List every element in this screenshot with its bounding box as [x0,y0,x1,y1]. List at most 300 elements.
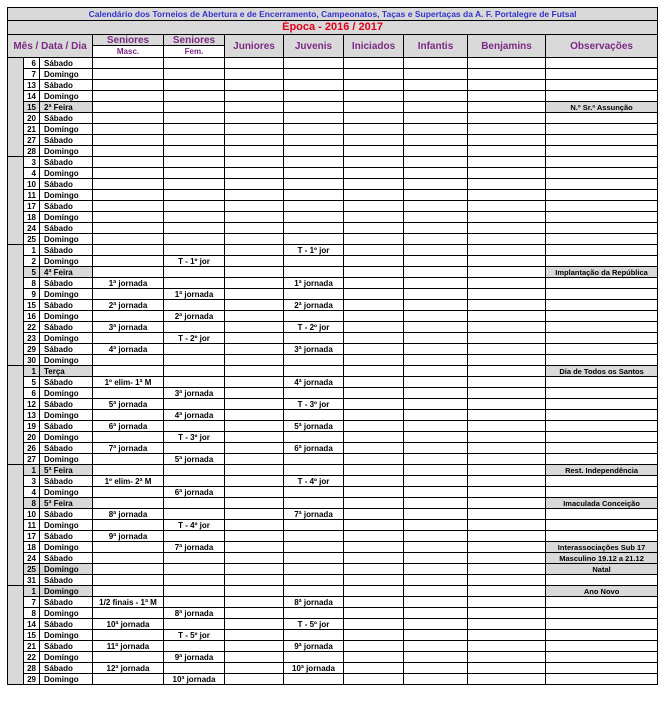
iniciados-cell [344,641,404,652]
observacoes-cell [546,608,658,619]
juvenis-cell [284,69,344,80]
juniores-cell [225,399,284,410]
weekday: Sábado [40,157,93,168]
iniciados-cell [344,542,404,553]
day-number: 23 [24,333,40,344]
day-number: 7 [24,597,40,608]
infantis-cell [404,520,468,531]
weekday: Terça [40,366,93,377]
seniores-fem-cell [164,179,225,190]
day-number: 13 [24,410,40,421]
juvenis-cell: 2ª jornada [284,300,344,311]
seniores-masc-cell [93,630,164,641]
infantis-cell [404,267,468,278]
iniciados-cell [344,267,404,278]
juvenis-cell [284,410,344,421]
benjamins-cell [468,421,546,432]
infantis-cell [404,564,468,575]
iniciados-cell [344,476,404,487]
juniores-cell [225,597,284,608]
juniores-cell [225,69,284,80]
iniciados-cell [344,366,404,377]
iniciados-cell [344,377,404,388]
benjamins-cell [468,58,546,69]
day-number: 9 [24,289,40,300]
day-row [8,223,658,234]
infantis-cell [404,542,468,553]
juvenis-cell [284,564,344,575]
juvenis-cell [284,135,344,146]
juniores-cell [225,619,284,630]
infantis-cell [404,234,468,245]
benjamins-cell [468,520,546,531]
iniciados-cell [344,179,404,190]
iniciados-cell [344,421,404,432]
iniciados-cell [344,256,404,267]
infantis-cell [404,454,468,465]
day-row [8,113,658,124]
weekday: Sábado [40,619,93,630]
infantis-cell [404,179,468,190]
seniores-masc-cell: 9ª jornada [93,531,164,542]
juniores-cell [225,421,284,432]
weekday: Sábado [40,509,93,520]
juvenis-cell [284,234,344,245]
day-number: 28 [24,146,40,157]
juniores-cell [225,641,284,652]
day-row [8,531,658,542]
seniores-masc-cell: 1/2 finais - 1ª M [93,597,164,608]
seniores-masc-cell [93,124,164,135]
weekday: Domingo [40,146,93,157]
day-number: 1 [24,245,40,256]
seniores-masc-cell [93,190,164,201]
iniciados-cell [344,520,404,531]
iniciados-cell [344,553,404,564]
juvenis-cell [284,289,344,300]
seniores-fem-cell [164,245,225,256]
month-label-cell [8,465,24,586]
seniores-fem-cell [164,157,225,168]
infantis-cell [404,201,468,212]
infantis-cell [404,102,468,113]
juvenis-cell [284,102,344,113]
juvenis-cell [284,91,344,102]
benjamins-cell [468,443,546,454]
day-number: 11 [24,520,40,531]
observacoes-cell [546,300,658,311]
benjamins-cell [468,377,546,388]
weekday: Sábado [40,135,93,146]
juvenis-cell [284,432,344,443]
seniores-masc-cell [93,564,164,575]
seniores-masc-cell [93,245,164,256]
day-number: 24 [24,223,40,234]
infantis-cell [404,399,468,410]
seniores-fem-cell [164,553,225,564]
day-row [8,157,658,168]
seniores-masc-cell: 7ª jornada [93,443,164,454]
iniciados-cell [344,322,404,333]
juvenis-cell [284,575,344,586]
day-number: 13 [24,80,40,91]
juvenis-cell [284,498,344,509]
infantis-cell [404,212,468,223]
benjamins-cell [468,663,546,674]
weekday: Sábado [40,179,93,190]
seniores-fem-cell: T - 5º jor [164,630,225,641]
day-row [8,366,658,377]
benjamins-cell [468,168,546,179]
juvenis-cell [284,157,344,168]
day-number: 1 [24,465,40,476]
seniores-fem-cell [164,531,225,542]
day-number: 10 [24,179,40,190]
day-row [8,300,658,311]
weekday: Sábado [40,201,93,212]
day-number: 28 [24,663,40,674]
seniores-masc-cell [93,289,164,300]
seniores-masc-cell [93,674,164,685]
juniores-cell [225,157,284,168]
observacoes-cell: N.º Sr.ª Assunção [546,102,658,113]
infantis-cell [404,289,468,300]
day-row [8,322,658,333]
day-row [8,102,658,113]
iniciados-cell [344,388,404,399]
iniciados-cell [344,212,404,223]
iniciados-cell [344,135,404,146]
weekday: Sábado [40,553,93,564]
juniores-cell [225,674,284,685]
juvenis-cell [284,223,344,234]
seniores-fem-cell [164,322,225,333]
infantis-cell [404,58,468,69]
juvenis-cell [284,586,344,597]
seniores-masc-cell [93,333,164,344]
juniores-cell [225,256,284,267]
seniores-fem-cell [164,399,225,410]
infantis-cell [404,630,468,641]
seniores-masc-cell [93,135,164,146]
benjamins-cell [468,157,546,168]
infantis-cell [404,553,468,564]
juniores-cell [225,542,284,553]
juvenis-cell: 4ª jornada [284,377,344,388]
juvenis-cell: 8ª jornada [284,597,344,608]
day-row [8,234,658,245]
day-number: 21 [24,124,40,135]
iniciados-cell [344,630,404,641]
observacoes-cell [546,69,658,80]
observacoes-cell [546,531,658,542]
iniciados-cell [344,113,404,124]
seniores-fem-cell [164,80,225,91]
benjamins-cell [468,498,546,509]
seniores-fem-cell: T - 4º jor [164,520,225,531]
benjamins-cell [468,454,546,465]
seniores-masc-cell [93,146,164,157]
month-label-cell [8,586,24,685]
juvenis-cell [284,520,344,531]
juniores-cell [225,58,284,69]
seniores-fem-cell [164,597,225,608]
day-number: 5 [24,267,40,278]
day-row [8,58,658,69]
day-row [8,608,658,619]
day-row [8,465,658,476]
juvenis-cell: T - 3º jor [284,399,344,410]
iniciados-cell [344,201,404,212]
observacoes-cell [546,190,658,201]
juniores-cell [225,443,284,454]
weekday: Domingo [40,520,93,531]
infantis-cell [404,421,468,432]
iniciados-cell [344,663,404,674]
day-row [8,256,658,267]
day-row [8,630,658,641]
benjamins-cell [468,113,546,124]
juvenis-cell: T - 4º jor [284,476,344,487]
juniores-cell [225,234,284,245]
seniores-masc-cell [93,80,164,91]
weekday: Domingo [40,608,93,619]
calendar-title: Calendário dos Torneios de Abertura e de Encerramento, Campeonatos, Taças e Supertaças da A. F. Portalegre de Futsal [8,8,658,21]
benjamins-cell [468,80,546,91]
juniores-cell [225,454,284,465]
iniciados-cell [344,245,404,256]
infantis-cell [404,157,468,168]
seniores-fem-cell [164,586,225,597]
seniores-masc-cell: 5ª jornada [93,399,164,410]
iniciados-cell [344,146,404,157]
juniores-cell [225,311,284,322]
juvenis-cell [284,388,344,399]
day-row [8,179,658,190]
juvenis-cell: 10ª jornada [284,663,344,674]
observacoes-cell [546,432,658,443]
day-row [8,663,658,674]
observacoes-cell: Natal [546,564,658,575]
iniciados-cell [344,234,404,245]
observacoes-cell [546,289,658,300]
day-row [8,454,658,465]
juvenis-cell [284,608,344,619]
day-number: 4 [24,487,40,498]
infantis-cell [404,597,468,608]
weekday: 5ª Feira [40,498,93,509]
infantis-cell [404,355,468,366]
day-number: 29 [24,344,40,355]
iniciados-cell [344,190,404,201]
title-row [8,8,658,21]
day-number: 1 [24,366,40,377]
observacoes-cell [546,168,658,179]
seniores-fem-cell [164,278,225,289]
observacoes-cell [546,157,658,168]
seniores-fem-cell: 5ª jornada [164,454,225,465]
day-row [8,443,658,454]
observacoes-cell [546,311,658,322]
seniores-fem-cell [164,223,225,234]
seniores-fem-cell: 3ª jornada [164,388,225,399]
benjamins-cell [468,212,546,223]
iniciados-cell [344,465,404,476]
iniciados-cell [344,575,404,586]
juniores-cell [225,201,284,212]
seniores-masc-cell [93,223,164,234]
juvenis-cell [284,212,344,223]
day-number: 8 [24,278,40,289]
day-row [8,586,658,597]
day-row [8,498,658,509]
iniciados-cell [344,487,404,498]
seniores-fem-cell [164,641,225,652]
seniores-fem-cell [164,168,225,179]
infantis-cell [404,476,468,487]
juvenis-cell [284,531,344,542]
seniores-masc-cell [93,179,164,190]
iniciados-cell [344,564,404,575]
seniores-masc-cell [93,366,164,377]
weekday: 4ª Feira [40,267,93,278]
seniores-masc-cell [93,91,164,102]
infantis-cell [404,124,468,135]
infantis-cell [404,432,468,443]
day-number: 2 [24,256,40,267]
benjamins-cell [468,553,546,564]
seniores-fem-cell [164,377,225,388]
seniores-masc-cell [93,256,164,267]
benjamins-cell [468,289,546,300]
observacoes-cell [546,575,658,586]
seniores-masc-cell [93,58,164,69]
observacoes-cell: Interassociações Sub 17 [546,542,658,553]
weekday: Domingo [40,91,93,102]
juvenis-cell: 6ª jornada [284,443,344,454]
juvenis-cell: 3ª jornada [284,344,344,355]
infantis-cell [404,113,468,124]
seniores-fem-cell: 1ª jornada [164,289,225,300]
juvenis-cell [284,113,344,124]
benjamins-cell [468,575,546,586]
iniciados-cell [344,597,404,608]
day-number: 22 [24,322,40,333]
juniores-cell [225,102,284,113]
day-number: 8 [24,608,40,619]
seniores-fem-cell [164,619,225,630]
observacoes-cell [546,355,658,366]
infantis-cell [404,322,468,333]
day-row [8,124,658,135]
juniores-cell [225,80,284,91]
weekday: Domingo [40,432,93,443]
juniores-cell [225,630,284,641]
benjamins-cell [468,630,546,641]
day-row [8,344,658,355]
day-row [8,146,658,157]
day-row [8,355,658,366]
seniores-fem-cell [164,476,225,487]
iniciados-cell [344,608,404,619]
juvenis-cell [284,630,344,641]
infantis-cell [404,509,468,520]
header-row [8,35,658,46]
seniores-masc-cell [93,608,164,619]
observacoes-cell [546,113,658,124]
infantis-cell [404,366,468,377]
juniores-cell [225,498,284,509]
iniciados-cell [344,443,404,454]
juniores-cell [225,575,284,586]
header-juvenis: Juvenis [284,35,344,58]
infantis-cell [404,663,468,674]
infantis-cell [404,498,468,509]
benjamins-cell [468,179,546,190]
seniores-masc-cell: 3ª jornada [93,322,164,333]
day-number: 17 [24,531,40,542]
calendar-table [7,7,658,685]
seniores-fem-cell [164,102,225,113]
calendar-body [8,8,658,685]
juniores-cell [225,267,284,278]
day-number: 25 [24,564,40,575]
juniores-cell [225,333,284,344]
observacoes-cell: Masculino 19.12 a 21.12 [546,553,658,564]
seniores-fem-cell: 7ª jornada [164,542,225,553]
seniores-fem-cell [164,267,225,278]
juniores-cell [225,179,284,190]
juniores-cell [225,465,284,476]
day-number: 15 [24,102,40,113]
juvenis-cell [284,124,344,135]
juniores-cell [225,564,284,575]
iniciados-cell [344,157,404,168]
observacoes-cell [546,388,658,399]
iniciados-cell [344,674,404,685]
infantis-cell [404,168,468,179]
weekday: Sábado [40,641,93,652]
observacoes-cell [546,256,658,267]
weekday: Domingo [40,542,93,553]
seniores-masc-cell: 8ª jornada [93,509,164,520]
weekday: Sábado [40,531,93,542]
day-row [8,91,658,102]
seniores-masc-cell [93,520,164,531]
benjamins-cell [468,333,546,344]
infantis-cell [404,300,468,311]
juniores-cell [225,652,284,663]
infantis-cell [404,245,468,256]
iniciados-cell [344,80,404,91]
iniciados-cell [344,399,404,410]
seniores-masc-cell [93,454,164,465]
iniciados-cell [344,586,404,597]
header-seniores-masc: Seniores [93,35,164,46]
seniores-fem-cell [164,355,225,366]
seniores-masc-cell: 6ª jornada [93,421,164,432]
day-number: 20 [24,113,40,124]
seniores-fem-cell [164,91,225,102]
day-row [8,619,658,630]
seniores-masc-cell [93,586,164,597]
juniores-cell [225,124,284,135]
day-number: 20 [24,432,40,443]
observacoes-cell: Rest. Independência [546,465,658,476]
benjamins-cell [468,652,546,663]
day-row [8,487,658,498]
juniores-cell [225,245,284,256]
